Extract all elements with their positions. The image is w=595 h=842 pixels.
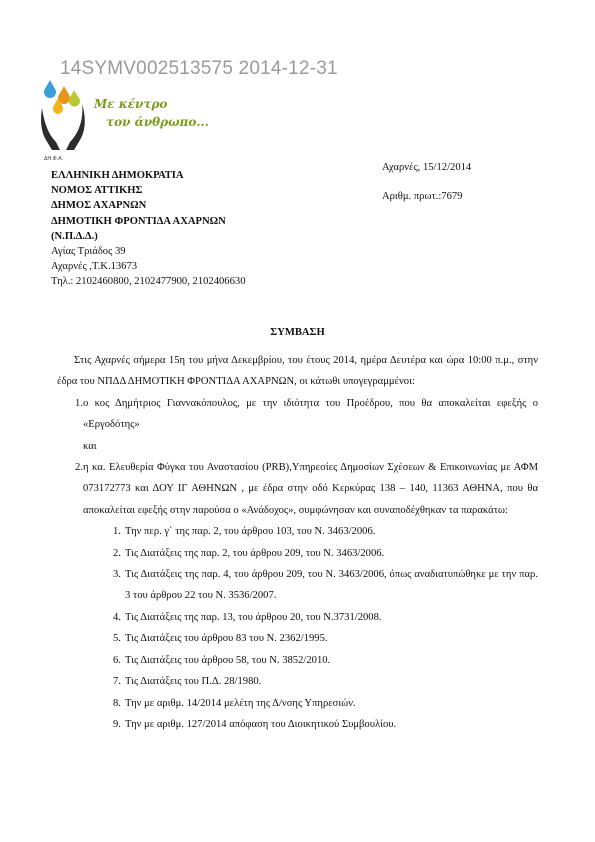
place-date: Αχαρνές, 15/12/2014 xyxy=(382,162,472,173)
header-prefecture: ΝΟΜΟΣ ΑΤΤΙΚΗΣ xyxy=(51,185,143,197)
logo-slogan-line2: τον άνθρωπο... xyxy=(106,115,209,129)
header-municipality: ΔΗΜΟΣ ΑΧΑΡΝΩΝ xyxy=(51,200,147,212)
party-number: 2. xyxy=(75,462,83,474)
intro-paragraph: Στις Αχαρνές σήμερα 15η του μήνα Δεκεμβρίου, του έτους 2014, ημέρα Δευτέρα και ώρα 10:00 π.μ., στην έδρα του ΝΠΔΔ ΔΗΜΟΤΙΚΗ ΦΡΟΝΤΙΔΑ ΑΧΑΡΝΩΝ, οι κάτωθι υπογεγραμμένοι: xyxy=(57,355,538,388)
green-drop-icon xyxy=(69,90,80,107)
provision-number: 2. xyxy=(113,547,121,559)
header-city: Αχαρνές ,Τ.Κ.13673 xyxy=(51,261,138,273)
provision-number: 8. xyxy=(113,697,121,709)
header-organization: ΔΗΜΟΤΙΚΗ ΦΡΟΝΤΙΔΑ ΑΧΑΡΝΩΝ xyxy=(51,215,226,227)
provision-text: Τις Διατάξεις του άρθρου 58, του Ν. 3852/2010. xyxy=(125,654,331,666)
provisions-list xyxy=(57,521,538,735)
provision-number: 7. xyxy=(113,676,121,688)
provision-text: Την περ. γ΄ της παρ. 2, του άρθρου 103, του Ν. 3463/2006. xyxy=(125,526,376,538)
provision-text: Την με αριθμ. 14/2014 μελέτη της Δ/νσης Υπηρεσιών. xyxy=(125,697,356,709)
header-address: Αγίας Τριάδος 39 xyxy=(51,246,126,258)
logo-abbreviation: ΔΗ.Φ.Α. xyxy=(44,156,64,162)
party-item xyxy=(57,393,538,436)
header-legal-form: (Ν.Π.Δ.Δ.) xyxy=(51,230,98,242)
header-country: ΕΛΛΗΝΙΚΗ ΔΗΜΟΚΡΑΤΙΑ xyxy=(51,170,184,181)
provision-item xyxy=(57,607,538,628)
provision-item xyxy=(57,693,538,714)
provision-text: Τις Διατάξεις της παρ. 2, του άρθρου 209, του Ν. 3463/2006. xyxy=(125,547,385,559)
provision-item xyxy=(57,714,538,735)
provision-text: Τις Διατάξεις του άρθρου 83 του Ν. 2362/1995. xyxy=(125,633,328,645)
provision-item xyxy=(57,628,538,649)
provision-item xyxy=(57,521,538,542)
provision-text: Τις Διατάξεις του Π.Δ. 28/1980. xyxy=(125,676,262,688)
provision-number: 5. xyxy=(113,633,121,645)
provision-text: Τις Διατάξεις της παρ. 4, του άρθρου 209, του Ν. 3463/2006, όπως αναδιατυπώθηκε με την παρ. 3 του άρθρου 22 του Ν. 3536/2007. xyxy=(125,569,538,602)
party-text: η κα. Ελευθερία Φύγκα του Αναστασίου (PRB),Υπηρεσίες Δημοσίων Σχέσεων & Επικοινωνίας με ΑΦΜ 073172773 και ΔΟΥ ΙΓ ΑΘΗΝΩΝ , με έδρα στην οδό Κερκύρας 138 – 140, 11363 ΑΘΗΝΑ, που θα αποκαλείται εφεξής στην παρούσα ο «Ανάδοχος», συμφώνησαν και συναποδέχθηκαν τα παρακάτω: xyxy=(83,462,538,516)
party-number: 1. xyxy=(75,397,83,409)
provision-number: 4. xyxy=(113,611,121,623)
provision-number: 1. xyxy=(113,526,121,538)
left-hand-icon xyxy=(41,108,60,150)
header-phones: Τηλ.: 2102460800, 2102477900, 2102406630 xyxy=(51,276,246,288)
parties-list xyxy=(57,393,538,521)
organization-logo xyxy=(38,78,209,162)
and-connector: και xyxy=(83,440,97,452)
provision-number: 3. xyxy=(113,569,121,581)
provision-text: Την με αριθμ. 127/2014 απόφαση του Διοικητικού Συμβουλίου. xyxy=(125,718,397,730)
provision-text: Τις Διατάξεις της παρ. 13, του άρθρου 20, του Ν.3731/2008. xyxy=(125,611,382,623)
provision-item xyxy=(57,671,538,692)
provision-number: 6. xyxy=(113,654,121,666)
provision-number: 9. xyxy=(113,718,121,730)
protocol-number: Αριθμ. πρωτ.:7679 xyxy=(382,191,463,202)
document-title: ΣΥΜΒΑΣΗ xyxy=(270,327,325,338)
contract-body xyxy=(57,350,538,735)
logo-slogan-line1: Με κέντρο xyxy=(94,97,168,111)
right-hand-icon xyxy=(66,104,85,150)
party-item xyxy=(57,457,538,521)
provision-item xyxy=(57,564,538,607)
issuer-header xyxy=(51,168,246,290)
party-text: ο κος Δημήτριος Γιαννακόπουλος, με την ιδιότητα του Προέδρου, που θα αποκαλείται εφεξής ο «Εργοδότης» xyxy=(83,397,538,431)
orange-drop-icon xyxy=(58,86,70,104)
document-id-watermark: 14SYMV002513575 2014-12-31 xyxy=(60,58,338,79)
provision-item xyxy=(57,650,538,671)
blue-drop-icon xyxy=(44,80,56,98)
provision-item xyxy=(57,543,538,564)
